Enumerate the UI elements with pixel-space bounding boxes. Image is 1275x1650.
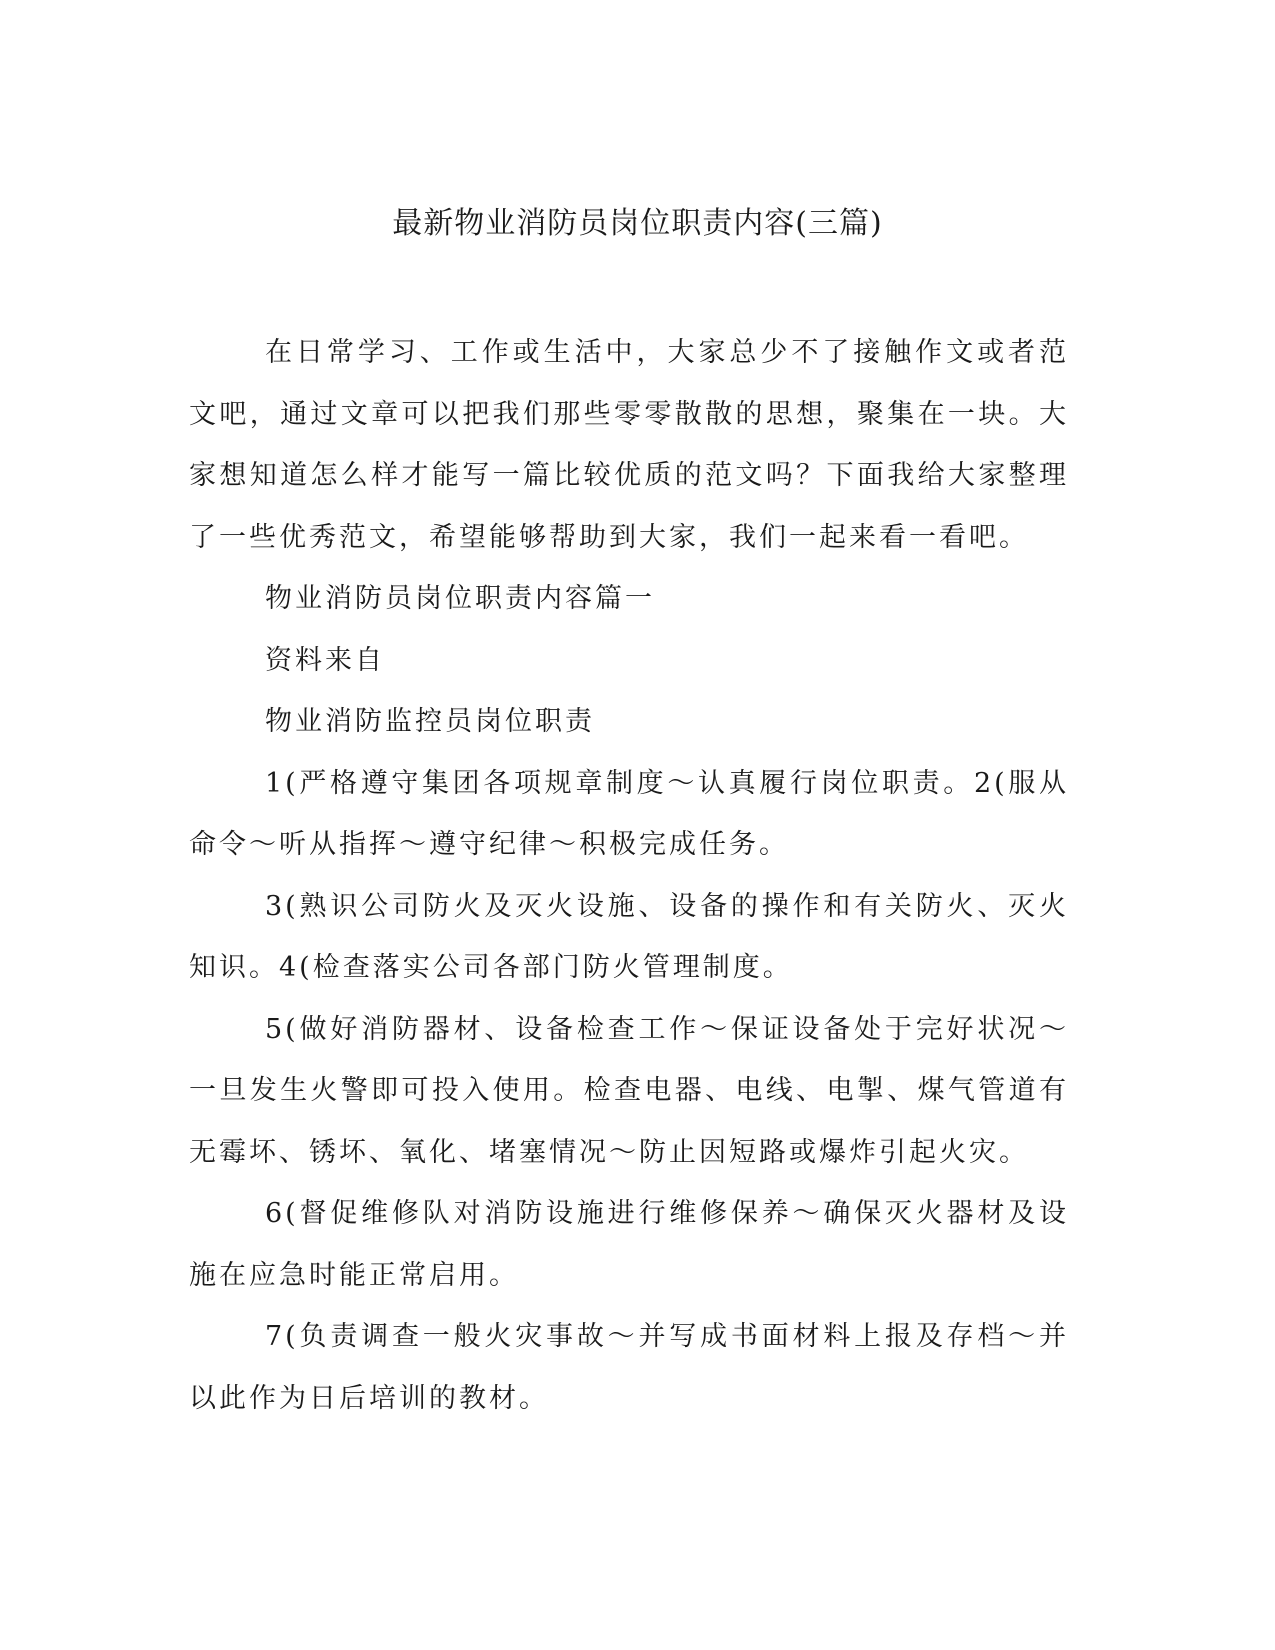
subsection-heading: 物业消防监控员岗位职责 xyxy=(265,706,595,737)
duty-paragraph: 5(做好消防器材、设备检查工作～保证设备处于完好状况～一旦发生火警即可投入使用。检查电器、电线、电掣、煤气管道有无霉坏、锈坏、氧化、堵塞情况～防止因短路或爆炸引起火灾。 xyxy=(189,1013,1069,1168)
intro-paragraph: 在日常学习、工作或生活中，大家总少不了接触作文或者范文吧，通过文章可以把我们那些零零散散的思想，聚集在一块。大家想知道怎么样才能写一篇比较优质的范文吗？下面我给大家整理了一些优秀范文，希望能够帮助到大家，我们一起来看一看吧。 xyxy=(189,337,1069,553)
document-body xyxy=(189,322,1069,1429)
document-title: 最新物业消防员岗位职责内容(三篇) xyxy=(392,206,883,241)
duty-paragraph: 7(负责调查一般火灾事故～并写成书面材料上报及存档～并以此作为日后培训的教材。 xyxy=(189,1321,1069,1414)
duty-paragraph: 6(督促维修队对消防设施进行维修保养～确保灭火器材及设施在应急时能正常启用。 xyxy=(189,1198,1069,1291)
duty-paragraph: 1(严格遵守集团各项规章制度～认真履行岗位职责。2(服从命令～听从指挥～遵守纪律～积极完成任务。 xyxy=(189,767,1069,860)
source-line: 资料来自 xyxy=(265,644,385,676)
duty-paragraph: 3(熟识公司防火及灭火设施、设备的操作和有关防火、灭火知识。4(检查落实公司各部门防火管理制度。 xyxy=(189,890,1069,983)
section-heading: 物业消防员岗位职责内容篇一 xyxy=(265,583,655,614)
